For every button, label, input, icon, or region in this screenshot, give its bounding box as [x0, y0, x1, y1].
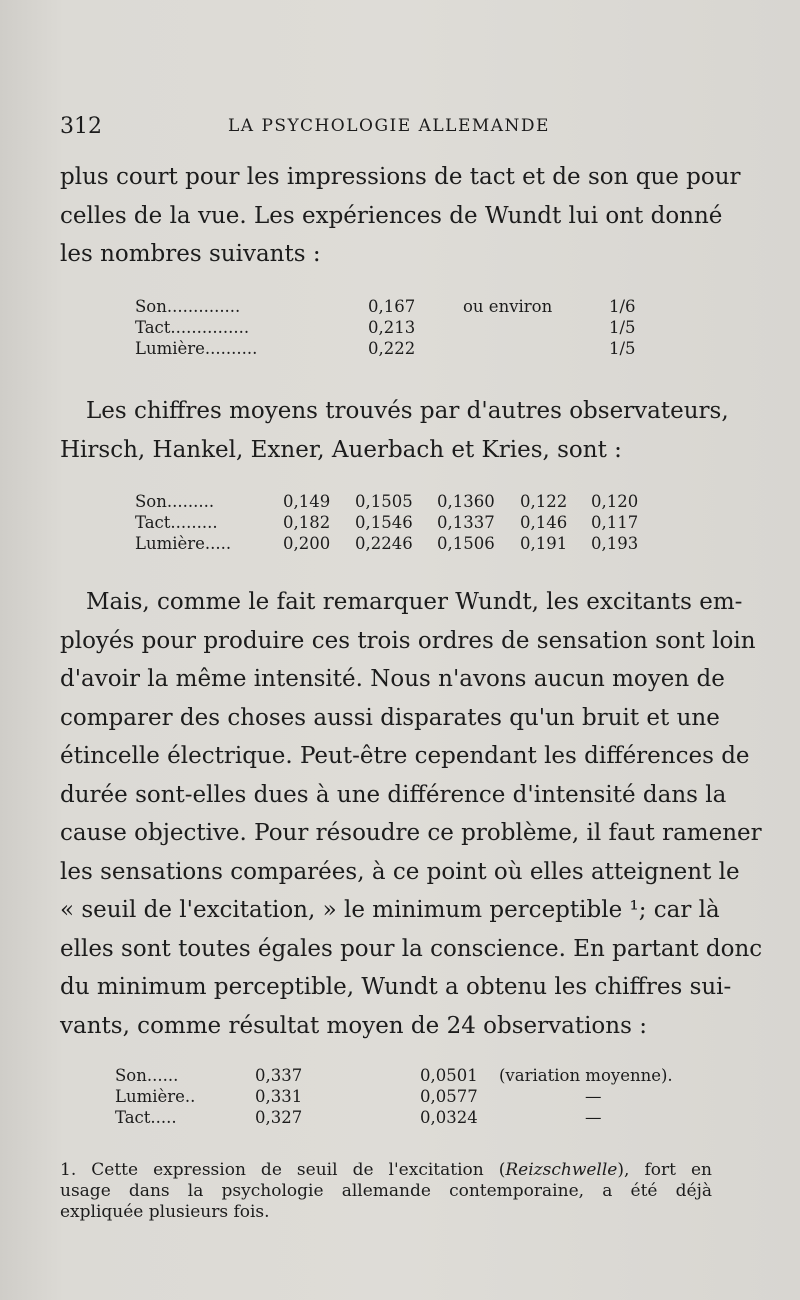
row-label: Lumière.......... — [135, 339, 258, 358]
text-line: d'avoir la même intensité. Nous n'avons aucun moyen de — [60, 666, 725, 692]
row-value: 0,167 — [368, 297, 416, 316]
text-line: elles sont toutes égales pour la conscience. En partant donc — [60, 935, 763, 962]
text-line: du minimum perceptible, Wundt a obtenu les chiffres sui- — [60, 974, 732, 1000]
footnote — [60, 1160, 712, 1223]
row-label: Son...... — [115, 1066, 179, 1085]
footnote-line: expliquée plusieurs fois. — [60, 1202, 270, 1222]
text-line: celles de la vue. Les expériences de Wundt lui ont donné — [60, 202, 723, 229]
row-label: Son......... — [135, 492, 215, 511]
row-label: Tact..... — [115, 1108, 177, 1127]
row-label: Tact......... — [135, 513, 218, 532]
row-value: 0,327 — [255, 1108, 303, 1127]
text-line: comparer des choses aussi disparates qu'un bruit et une — [60, 704, 720, 731]
row-value: 0,149 — [283, 492, 331, 511]
text-line: Hirsch, Hankel, Exner, Auerbach et Kries, sont : — [60, 436, 622, 463]
row-fraction: 1/6 — [609, 297, 636, 316]
observers-results-table — [135, 491, 665, 554]
row-label: Tact............... — [135, 318, 250, 337]
row-value: 0,200 — [283, 534, 331, 553]
minimum-perceptible-table — [115, 1065, 695, 1128]
row-value: 0,117 — [591, 513, 639, 532]
text-line: étincelle électrique. Peut-être cependant les différences de — [60, 743, 750, 769]
table-row — [115, 1107, 695, 1128]
table-row — [135, 533, 665, 554]
page-number: 312 — [60, 114, 102, 139]
table-row — [135, 512, 665, 533]
row-note: — — [585, 1108, 602, 1127]
footnote-line: usage dans la psychologie allemande contemporaine, a été déjà — [60, 1181, 712, 1201]
row-value: 0,1546 — [355, 513, 413, 532]
table-row — [115, 1065, 695, 1086]
row-value: 0,213 — [368, 318, 416, 337]
row-value: 0,331 — [255, 1087, 303, 1106]
row-value: 0,146 — [520, 513, 568, 532]
text-line: plus court pour les impressions de tact et de son que pour — [60, 164, 741, 190]
row-variation: 0,0577 — [420, 1087, 478, 1106]
text-line: Mais, comme le fait remarquer Wundt, les excitants em- — [86, 589, 743, 615]
row-value: 0,191 — [520, 534, 568, 553]
wundt-results-table — [135, 296, 655, 359]
text-line: « seuil de l'excitation, » le minimum perceptible ¹; car là — [60, 897, 720, 923]
page-header — [60, 114, 710, 144]
row-value: 0,2246 — [355, 534, 413, 553]
text-line: cause objective. Pour résoudre ce problème, il faut ramener — [60, 820, 762, 846]
row-value: 0,1506 — [437, 534, 495, 553]
table-row — [135, 296, 655, 317]
row-fraction: 1/5 — [609, 318, 636, 337]
text-line: vants, comme résultat moyen de 24 observations : — [60, 1012, 647, 1039]
row-value: 0,193 — [591, 534, 639, 553]
table-row — [135, 491, 665, 512]
text-line: Les chiffres moyens trouvés par d'autres observateurs, — [86, 398, 729, 424]
text-line: les nombres suivants : — [60, 241, 321, 267]
row-label: Lumière.. — [115, 1087, 196, 1106]
table-row — [115, 1086, 695, 1107]
row-value: 0,122 — [520, 492, 568, 511]
row-value: 0,182 — [283, 513, 331, 532]
text-line: ployés pour produire ces trois ordres de sensation sont loin — [60, 627, 756, 654]
row-value: 0,1337 — [437, 513, 495, 532]
row-note: (variation moyenne). — [499, 1066, 673, 1085]
paragraph-intro — [60, 158, 741, 274]
running-title: LA PSYCHOLOGIE ALLEMANDE — [228, 116, 550, 136]
table-row — [135, 338, 655, 359]
row-value: 0,337 — [255, 1066, 303, 1085]
row-variation: 0,0501 — [420, 1066, 478, 1085]
row-value: 0,120 — [591, 492, 639, 511]
row-variation: 0,0324 — [420, 1108, 478, 1127]
text-line: durée sont-elles dues à une différence d'intensité dans la — [60, 781, 727, 808]
footnote-line: 1. Cette expression de seuil de l'excitation (Reizschwelle), fort en — [60, 1160, 712, 1180]
paragraph-other-observers — [60, 392, 729, 469]
row-label: Lumière..... — [135, 534, 232, 553]
row-value: 0,222 — [368, 339, 416, 358]
row-fraction: 1/5 — [609, 339, 636, 358]
row-note: — — [585, 1087, 602, 1106]
row-value: 0,1505 — [355, 492, 413, 511]
row-note: ou environ — [463, 297, 553, 316]
text-line: les sensations comparées, à ce point où elles atteignent le — [60, 858, 740, 885]
row-label: Son.............. — [135, 297, 241, 316]
paragraph-intensity — [60, 583, 763, 1045]
row-value: 0,1360 — [437, 492, 495, 511]
table-row — [135, 317, 655, 338]
foreign-term: Reizschwelle — [505, 1160, 618, 1180]
